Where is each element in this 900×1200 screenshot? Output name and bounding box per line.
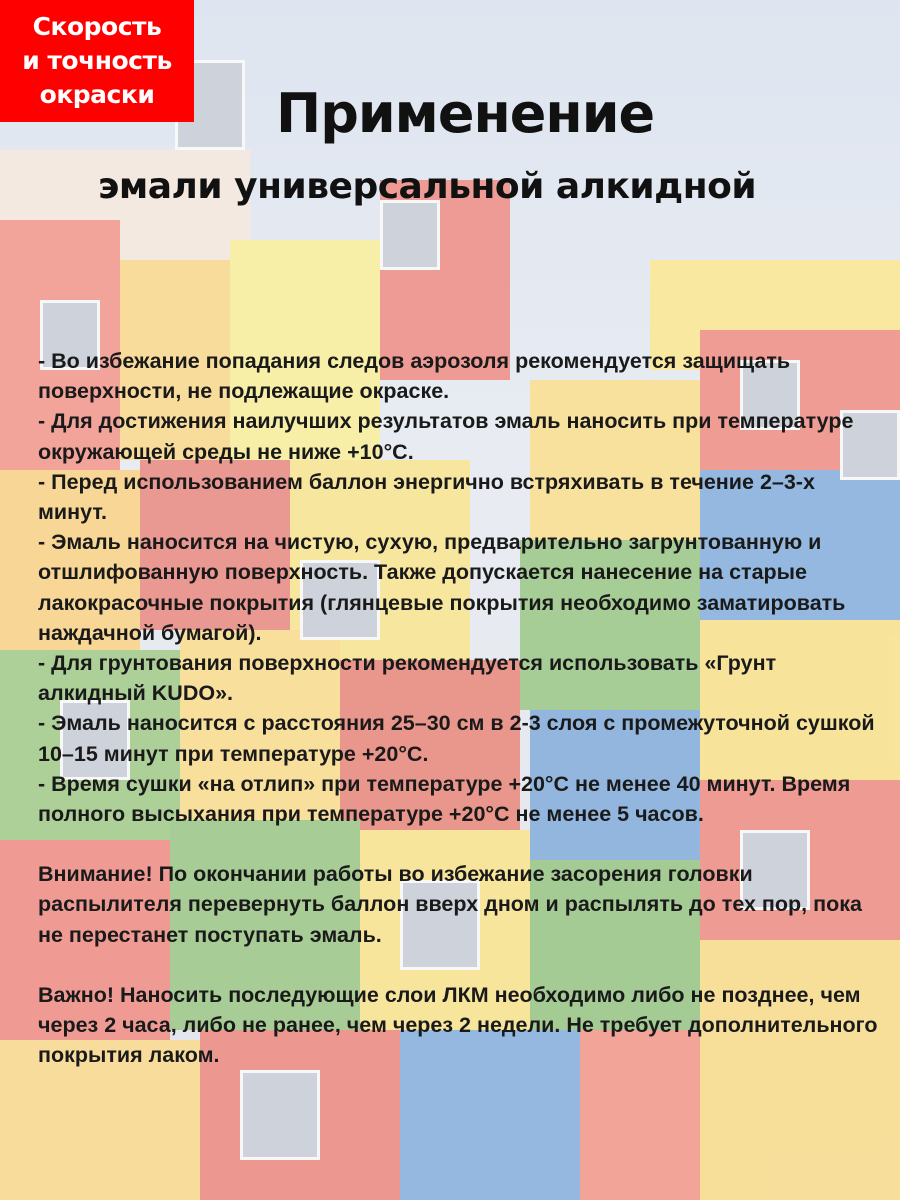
instruction-item: - Эмаль наносится с расстояния 25–30 см в 2-3 слоя с промежуточной сушкой 10–15 минут при температуре +20°С. (38, 711, 875, 766)
promo-badge (0, 0, 194, 122)
instruction-item: - Для достижения наилучших результатов эмаль наносить при температуре окружающей среды не ниже +10°С. (38, 409, 854, 464)
attention-note: Внимание! По окончании работы во избежание засорения головки распылителя перевернуть баллон вверх дном и распылять до тех пор, пока не перестанет поступать эмаль. (38, 862, 862, 947)
paragraph-gap (38, 950, 888, 980)
instruction-item: - Перед использованием баллон энергично встряхивать в течение 2–3-х минут. (38, 469, 815, 525)
page-subtitle: эмали универсальной алкидной (98, 166, 757, 207)
badge-text: Скорость и точность окраски (22, 12, 172, 109)
instruction-item: - Время сушки «на отлип» при температуре +20°С не менее 40 минут. Время полного высыхания при температуре +20°С не менее 5 часов. (38, 771, 851, 827)
instructions-block (38, 346, 888, 1070)
instruction-item: - Эмаль наносится на чистую, сухую, предварительно загрунтованную и отшлифованную поверхность. Также допускается нанесение на старые лакокрасочные покрытия (глянцевые покрытия необходимо заматировать наждачной бумагой). (38, 530, 846, 645)
instruction-item: - Для грунтования поверхности рекомендуется использовать «Грунт алкидный KUDO». (38, 651, 777, 706)
important-note: Важно! Наносить последующие слои ЛКМ необходимо либо не позднее, чем через 2 часа, либо не ранее, чем через 2 недели. Не требует дополнительного покрытия лаком. (38, 982, 878, 1068)
page-title: Применение (276, 82, 655, 145)
instruction-item: - Во избежание попадания следов аэрозоля рекомендуется защищать поверхности, не подлежащие окраске. (38, 349, 791, 404)
paragraph-gap (38, 829, 888, 859)
